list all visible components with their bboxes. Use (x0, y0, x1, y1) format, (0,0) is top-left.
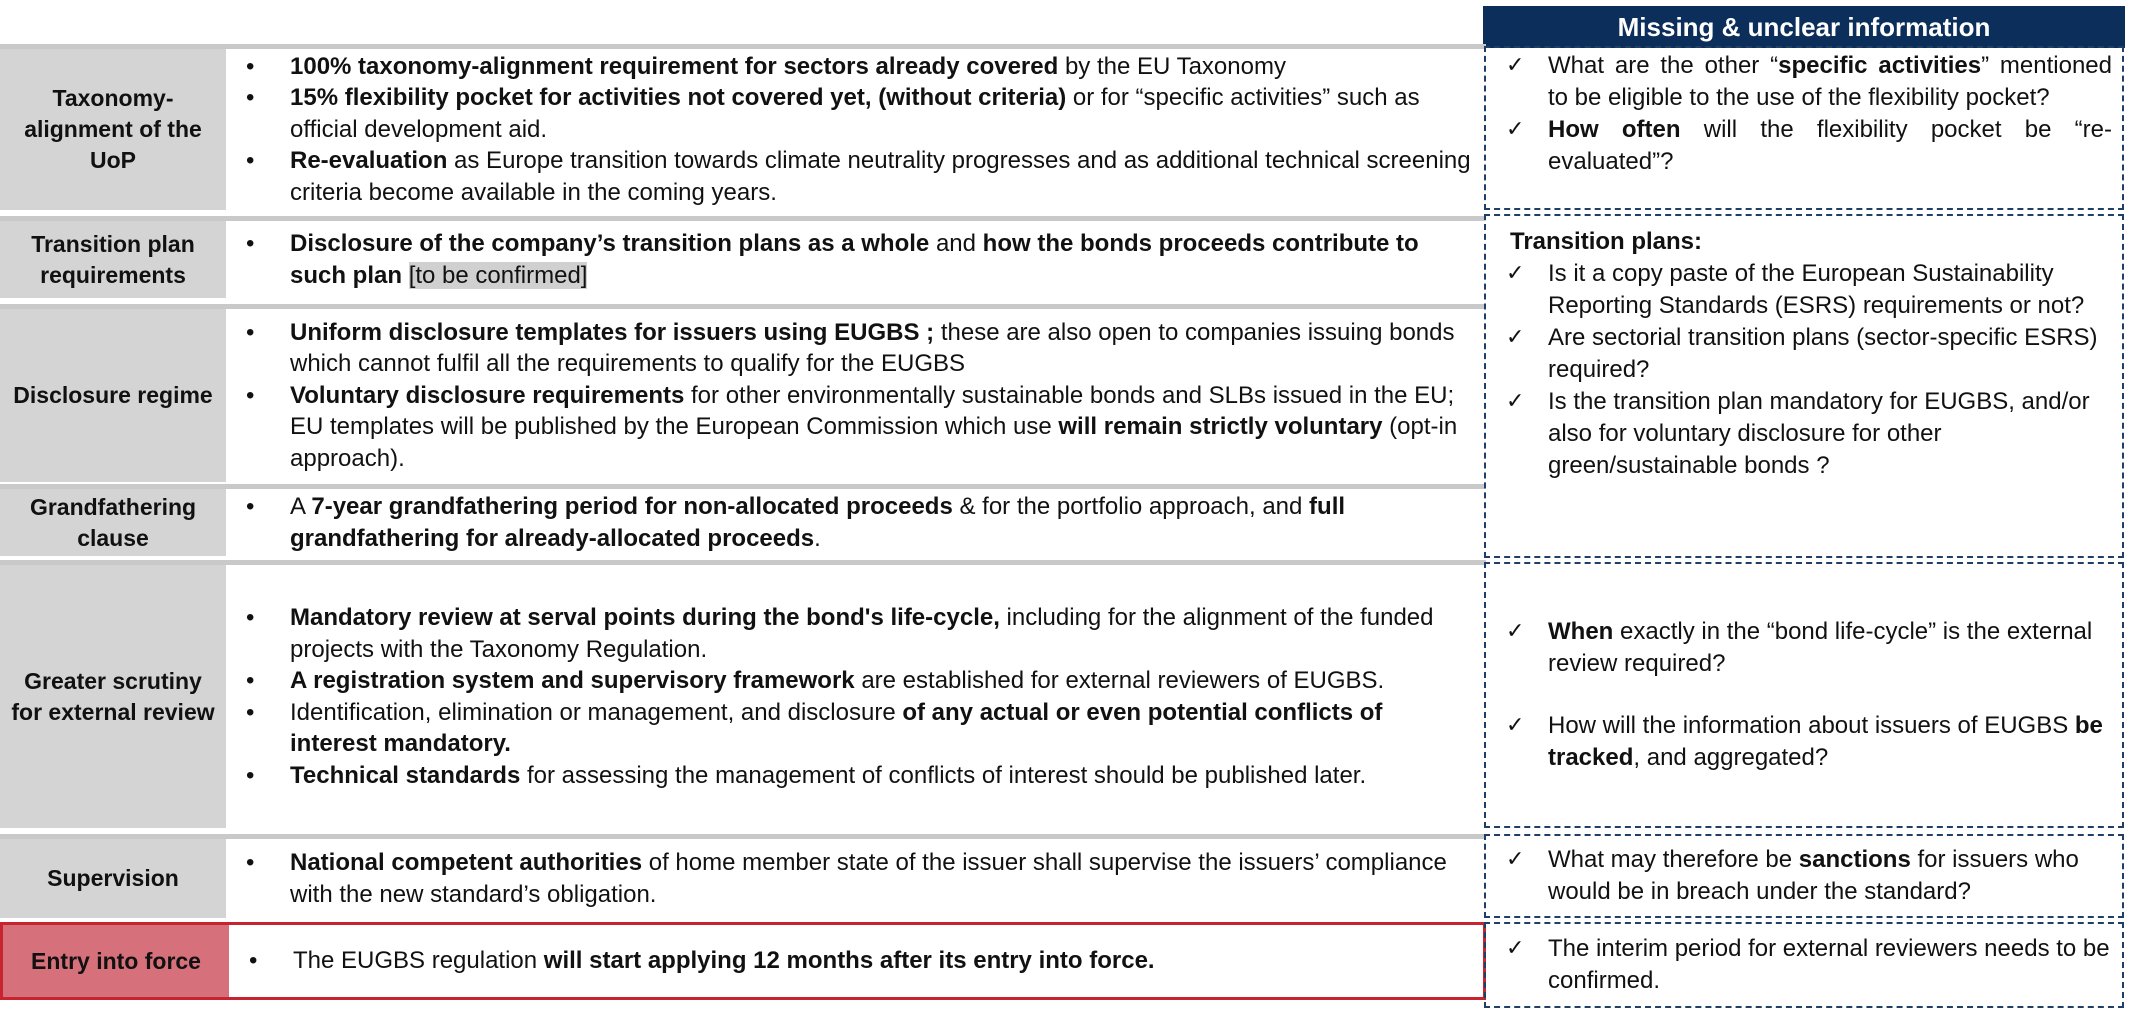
row-label: Grandfathering clause (0, 489, 226, 556)
row-content (226, 309, 1486, 482)
check-item: ✓ When exactly in the “bond life-cycle” is the external review required? (1498, 616, 2112, 680)
bullet: • 15% flexibility pocket for activities not covered yet, (without criteria) or for “specific activities” such as official development aid. (226, 82, 1486, 145)
row-label: Disclosure regime (0, 309, 226, 482)
row-grandfathering (0, 484, 1486, 556)
info-box-entry-into-force (1484, 922, 2124, 1008)
row-external-review (0, 560, 1486, 828)
bullet: • National competent authorities of home member state of the issuer shall supervise the issuers’ compliance with the new standard’s obligation. (226, 847, 1486, 910)
bullet: • 100% taxonomy-alignment requirement for sectors already covered by the EU Taxonomy (226, 51, 1486, 83)
row-taxonomy (0, 44, 1486, 210)
box-title: Transition plans: (1510, 228, 1703, 255)
row-disclosure-regime (0, 304, 1486, 482)
row-content (226, 221, 1486, 298)
bullet: • Uniform disclosure templates for issuers using EUGBS ; these are also open to companies issuing bonds which cannot fulfil all the requirements to qualify for the EUGBS (226, 317, 1486, 380)
bullet: • Mandatory review at serval points during the bond's life-cycle, including for the alignment of the funded projects with the Taxonomy Regulation. (226, 602, 1486, 665)
row-content (226, 565, 1486, 828)
info-box-taxonomy (1484, 46, 2124, 210)
check-item: ✓ Are sectorial transition plans (sector-specific ESRS) required? (1498, 322, 2112, 386)
row-transition-plan (0, 216, 1486, 298)
info-box-supervision (1484, 834, 2124, 918)
row-content (226, 839, 1486, 918)
check-item: ✓ Is it a copy paste of the European Sustainability Reporting Standards (ESRS) requirements or not? (1498, 258, 2112, 322)
check-item: ✓ What may therefore be sanctions for issuers who would be in breach under the standard? (1498, 844, 2112, 908)
row-label: Transition plan requirements (0, 221, 226, 298)
info-box-transition-plans (1484, 214, 2124, 558)
row-supervision (0, 834, 1486, 918)
to-be-confirmed-tag: [to be confirmed] (408, 261, 588, 289)
bullet: • Identification, elimination or management, and disclosure of any actual or even potential conflicts of interest mandatory. (226, 697, 1486, 760)
bullet: • A registration system and supervisory framework are established for external reviewers of EUGBS. (226, 665, 1486, 697)
check-item: ✓ What are the other “specific activities” mentioned to be eligible to the use of the flexibility pocket? (1498, 50, 2112, 114)
row-label: Taxonomy-alignment of the UoP (0, 49, 226, 210)
check-item: ✓ The interim period for external reviewers needs to be confirmed. (1498, 933, 2112, 997)
bullet: • Disclosure of the company’s transition plans as a whole and how the bonds proceeds contribute to such plan [to be confirmed] (226, 228, 1486, 291)
row-content (226, 489, 1486, 556)
bullet: • Re-evaluation as Europe transition towards climate neutrality progresses and as additional technical screening criteria become available in the coming years. (226, 145, 1486, 208)
missing-info-header: Missing & unclear information (1483, 6, 2125, 48)
row-label: Entry into force (3, 925, 229, 997)
bullet: • Technical standards for assessing the management of conflicts of interest should be published later. (226, 760, 1486, 792)
row-label: Supervision (0, 839, 226, 918)
check-item: ✓ How often will the flexibility pocket be “re-evaluated”? (1498, 114, 2112, 178)
row-entry-into-force (0, 922, 1486, 1000)
bullet: • The EUGBS regulation will start applying 12 months after its entry into force. (229, 945, 1483, 977)
row-content (226, 49, 1486, 210)
row-label: Greater scrutiny for external review (0, 565, 226, 828)
bullet: • Voluntary disclosure requirements for other environmentally sustainable bonds and SLBs issued in the EU; EU templates will be published by the European Commission which use will remain strictly voluntary (opt-in approach). (226, 380, 1486, 475)
row-content (229, 925, 1483, 997)
info-box-external-review (1484, 562, 2124, 828)
check-item: ✓ Is the transition plan mandatory for EUGBS, and/or also for voluntary disclosure for other green/sustainable bonds ? (1498, 386, 2112, 482)
check-item: ✓ How will the information about issuers of EUGBS be tracked, and aggregated? (1498, 710, 2112, 774)
bullet: • A 7-year grandfathering period for non-allocated proceeds & for the portfolio approach, and full grandfathering for already-allocated proceeds. (226, 491, 1486, 554)
